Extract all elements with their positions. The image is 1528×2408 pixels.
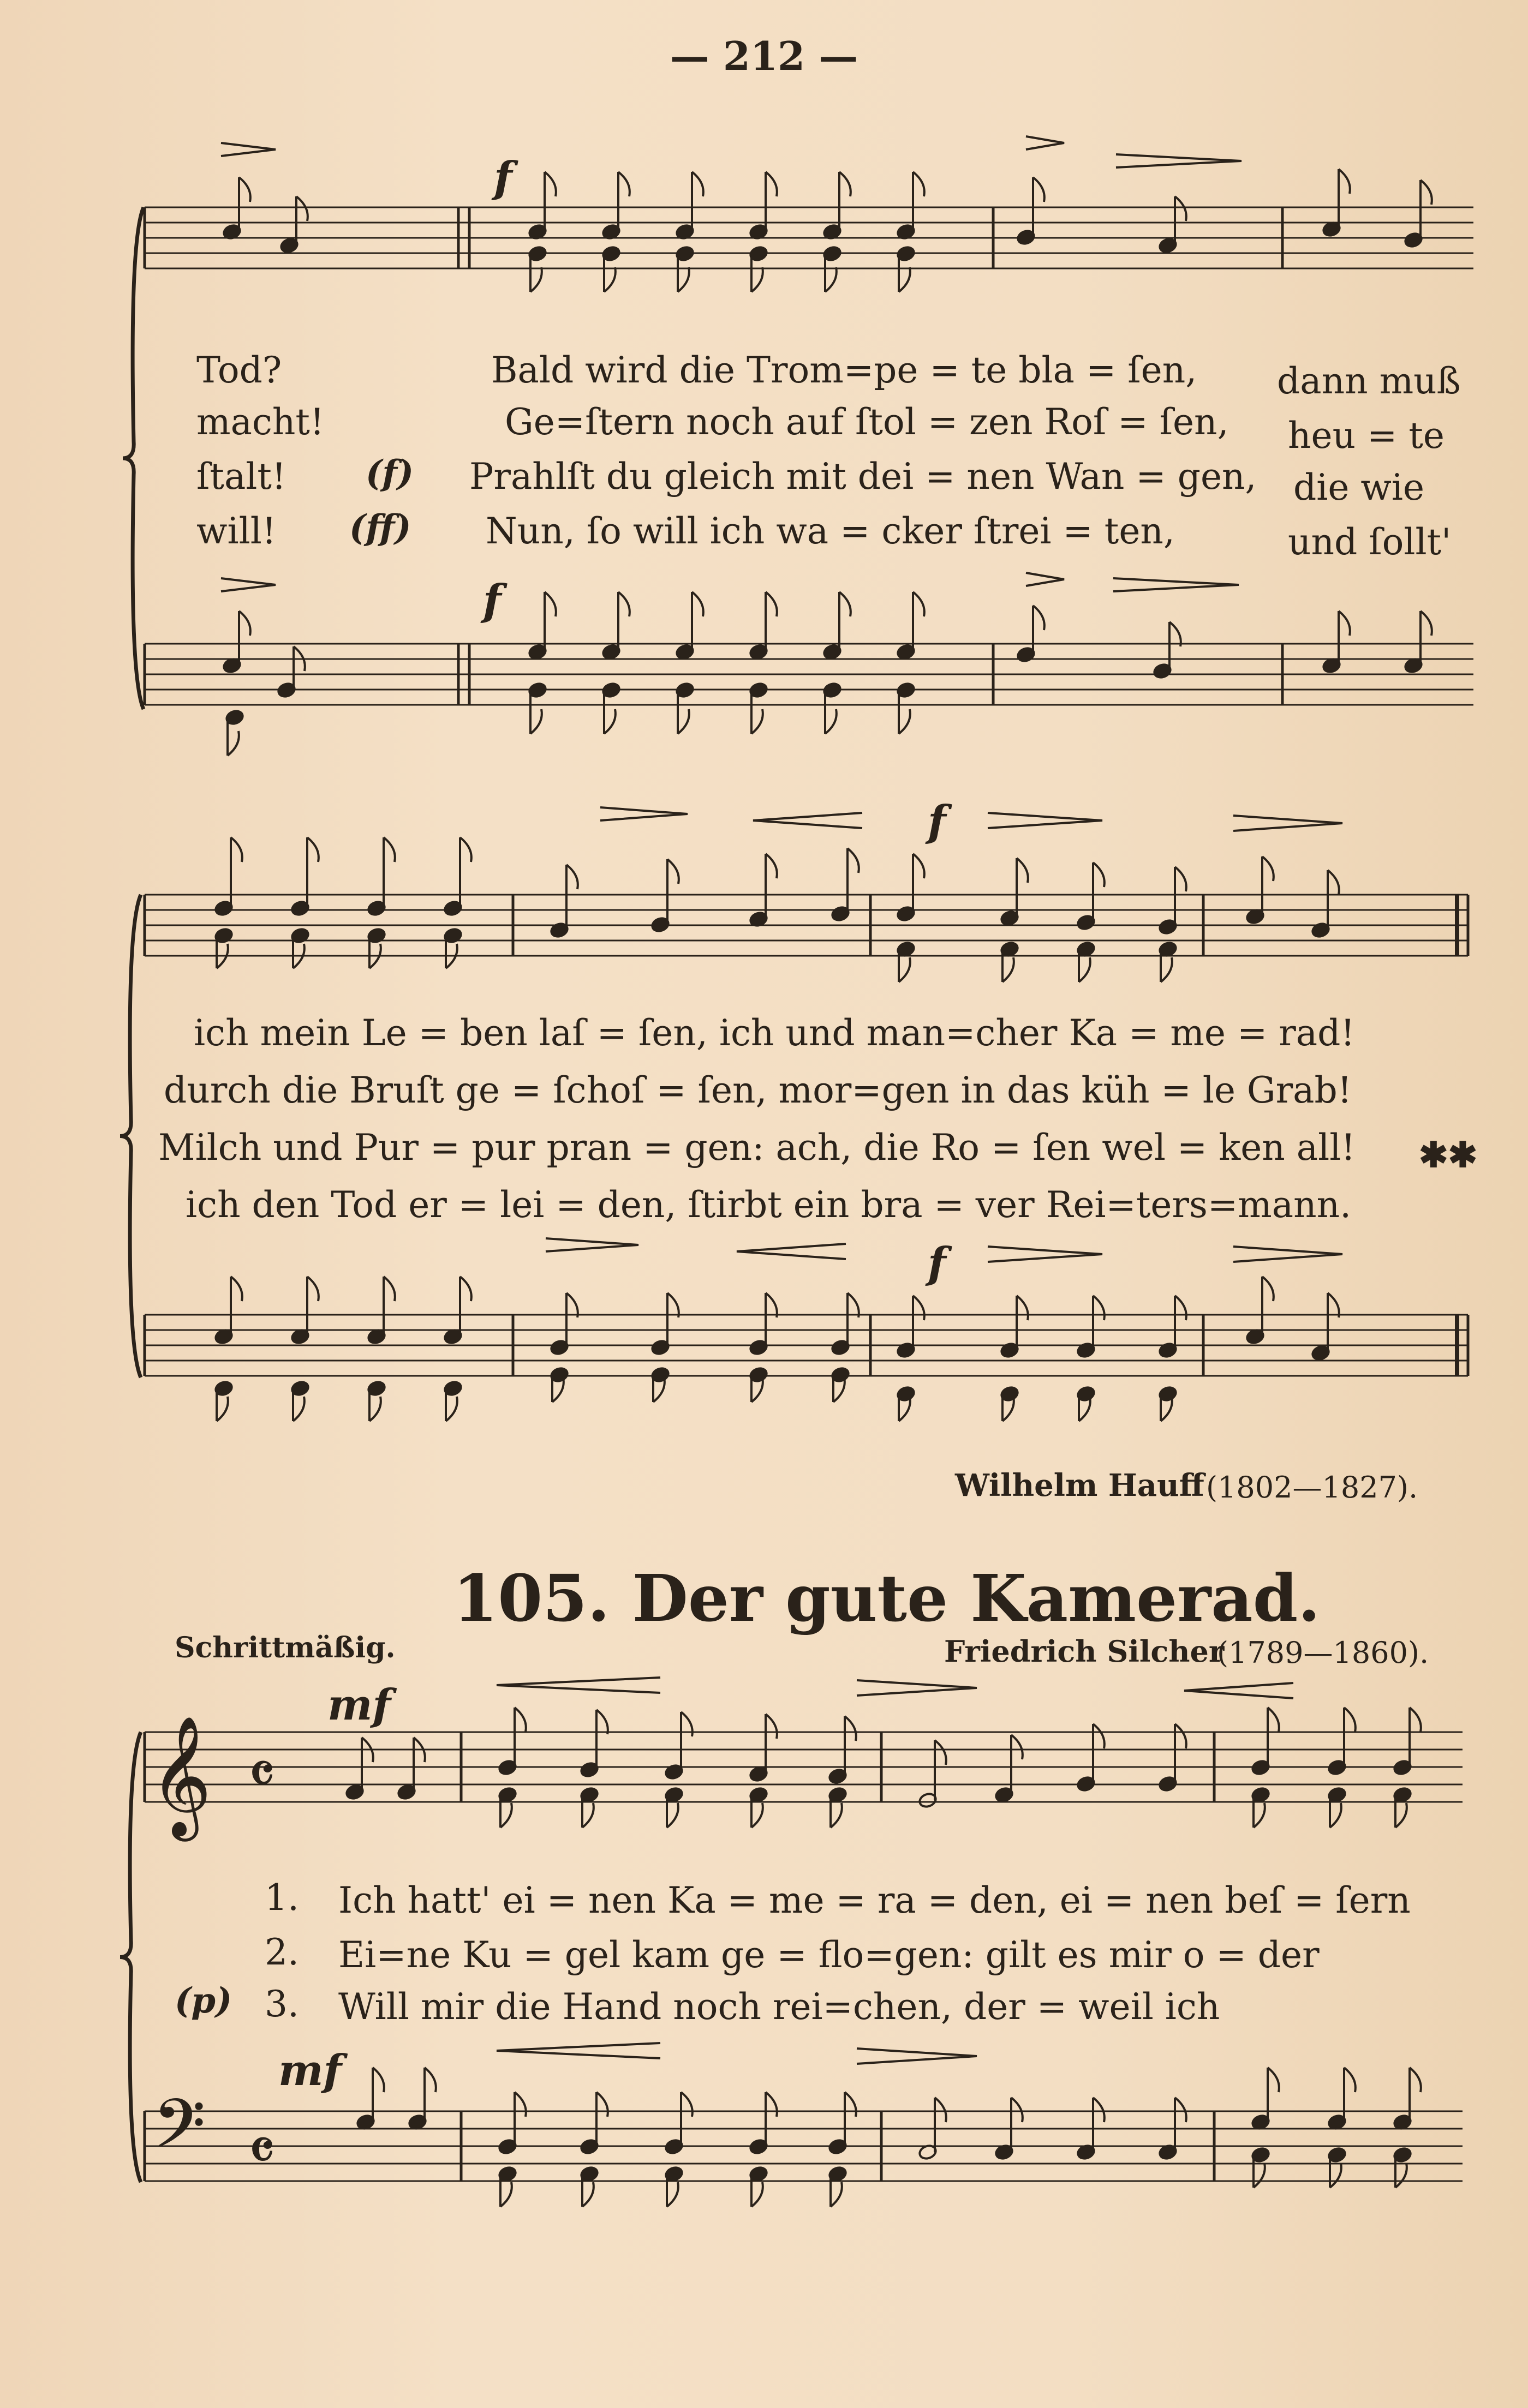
note-flag: [1330, 1803, 1341, 1828]
note-flag: [839, 592, 851, 616]
accent-mark: [1113, 578, 1239, 591]
note-flag: [766, 2092, 777, 2117]
note-flag: [596, 2092, 608, 2117]
lyric-line: Bald wird die Trom=pe = te bla = ſen,: [491, 349, 1197, 391]
treble-clef: 𝄞: [150, 1715, 212, 1836]
note-flag: [1093, 1296, 1105, 1320]
note-flag: [500, 1803, 512, 1828]
note-flag: [446, 1397, 457, 1421]
note-flag: [1011, 1735, 1023, 1759]
dynamic-mark: (p): [175, 1980, 232, 2021]
note-flag: [831, 1803, 842, 1828]
note-flag: [847, 1293, 859, 1317]
note-flag: [307, 837, 319, 862]
note-flag: [515, 1708, 526, 1732]
hairpin: [497, 2043, 660, 2058]
note-flag: [618, 592, 630, 616]
lyric-line: Prahlſt du gleich mit dei = nen Wan = gen,: [469, 456, 1257, 498]
note-flag: [1262, 1277, 1274, 1301]
note-flag: [1161, 957, 1172, 982]
note-flag: [692, 172, 703, 196]
hairpin: [737, 1244, 846, 1259]
system-brace: [120, 1732, 141, 2182]
lyric-line: ich mein Le = ben laſ = ſen, ich und man=cher Ka = me = rad!: [194, 1012, 1355, 1054]
note-flag: [839, 172, 851, 196]
verse-number: 1.: [265, 1877, 299, 1919]
note-flag: [425, 2068, 436, 2092]
lyric-fragment: heu = te: [1288, 415, 1445, 457]
hairpin: [497, 1678, 660, 1693]
note-flag: [1262, 856, 1274, 881]
note-flag: [935, 1740, 946, 1765]
note-flag: [566, 1293, 578, 1317]
note-flag: [1420, 180, 1432, 205]
verse-line: Will mir die Hand noch rei=chen, der = weil ich: [338, 1986, 1220, 2028]
note-flag: [1033, 606, 1044, 630]
note-flag: [1093, 1724, 1105, 1748]
note-flag: [667, 1293, 679, 1317]
note-flag: [825, 709, 837, 734]
verse-line: Ich hatt' ei = nen Ka = me = ra = den, ei = nen beſ = ſern: [338, 1879, 1411, 1921]
lyric-fragment: ſtalt!: [196, 456, 286, 498]
note-flag: [384, 837, 395, 862]
note-flag: [692, 592, 703, 616]
note-flag: [1175, 196, 1186, 221]
note-flag: [899, 709, 910, 734]
note-flag: [296, 196, 308, 221]
time-signature: 𝄴: [248, 2116, 276, 2185]
note-flag: [913, 1296, 924, 1320]
composer-name: Friedrich Silcher: [944, 1634, 1225, 1669]
lyric-line: Ge=ſtern noch auf ſtol = zen Roſ = ſen,: [505, 401, 1229, 443]
note-flag: [1410, 2068, 1421, 2092]
accent-mark: [1116, 154, 1242, 167]
note-flag: [913, 592, 924, 616]
note-flag: [460, 837, 471, 862]
note-flag: [667, 859, 679, 884]
lyric-fragment: und ſollt': [1288, 521, 1452, 563]
note-flag: [1175, 1724, 1186, 1748]
dynamic-mark: (f): [366, 453, 414, 494]
note-flag: [373, 2068, 384, 2092]
lyric-fragment: dann muß: [1277, 360, 1461, 402]
accent-mark: [221, 578, 276, 591]
note-flag: [217, 1397, 228, 1421]
accent-mark: [600, 807, 688, 820]
lyric-fragment: die wie: [1293, 466, 1425, 508]
hairpin: [988, 813, 1102, 828]
note-flag: [1093, 2098, 1105, 2122]
note-flag: [596, 1710, 608, 1734]
note-flag: [667, 2182, 678, 2207]
hairpin: [988, 1247, 1102, 1262]
dynamic-mark: f: [928, 1238, 946, 1288]
composer-years: (1789—1860).: [1217, 1636, 1429, 1670]
note-flag: [1017, 1296, 1028, 1320]
dynamic-mark: f: [494, 153, 512, 202]
hairpin: [1233, 1247, 1342, 1262]
note-flag: [751, 709, 763, 734]
note-flag: [1169, 622, 1181, 646]
note-flag: [530, 709, 542, 734]
lyric-fragment: macht!: [196, 401, 325, 443]
note-flag: [1017, 858, 1028, 883]
note-flag: [766, 592, 777, 616]
note-flag: [1395, 2163, 1407, 2188]
verse-number: 2.: [265, 1931, 299, 1973]
note-flag: [618, 172, 630, 196]
note-flag: [1268, 1708, 1279, 1732]
verse-line: Ei=ne Ku = gel kam ge = flo=gen: gilt es mir o = der: [338, 1934, 1320, 1976]
note-flag: [667, 1803, 678, 1828]
note-flag: [845, 1716, 856, 1741]
note-flag: [500, 2182, 512, 2207]
note-flag: [530, 267, 542, 292]
lyricist-years: (1802—1827).: [1206, 1470, 1418, 1505]
note-flag: [766, 1293, 777, 1317]
system-brace: [123, 207, 144, 709]
note-flag: [1002, 957, 1014, 982]
note-flag: [1033, 177, 1044, 202]
note-flag: [231, 837, 242, 862]
note-flag: [751, 1803, 763, 1828]
hairpin: [1184, 1683, 1293, 1698]
note-flag: [1268, 2068, 1279, 2092]
note-flag: [899, 957, 910, 982]
note-flag: [1344, 2068, 1356, 2092]
note-flag: [545, 172, 556, 196]
dynamic-mark: (ff): [349, 507, 411, 548]
note-flag: [1395, 1803, 1407, 1828]
dynamic-mark: mf: [278, 2046, 342, 2095]
page-number: — 212 —: [670, 33, 858, 79]
song-number: 105.: [453, 1560, 610, 1636]
note-flag: [1254, 2163, 1265, 2188]
system-brace: [120, 895, 141, 1377]
hairpin: [857, 1680, 977, 1696]
hairpin: [753, 813, 862, 828]
note-flag: [899, 267, 910, 292]
note-flag: [460, 1277, 471, 1301]
lyric-line: ich den Tod er = lei = den, ſtirbt ein bra = ver Rei=ters=mann.: [186, 1184, 1352, 1226]
note-flag: [582, 2182, 594, 2207]
time-signature: 𝄴: [248, 1739, 276, 1809]
note-flag: [1420, 611, 1432, 636]
note-flag: [566, 865, 578, 889]
hairpin: [1233, 816, 1342, 831]
note-flag: [1410, 1708, 1421, 1732]
note-flag: [228, 731, 239, 756]
note-flag: [604, 709, 616, 734]
note-flag: [678, 267, 689, 292]
note-flag: [1330, 2163, 1341, 2188]
note-flag: [766, 172, 777, 196]
note-flag: [1079, 957, 1090, 982]
accent-mark: [546, 1238, 638, 1251]
note-flag: [545, 592, 556, 616]
verse-number: 3.: [265, 1983, 299, 2025]
note-flag: [515, 2092, 526, 2117]
note-flag: [604, 267, 616, 292]
footnote-mark: ✱✱: [1419, 1135, 1478, 1176]
lyric-line: Nun, ſo will ich wa = cker ſtrei = ten,: [486, 510, 1175, 552]
note-flag: [231, 1277, 242, 1301]
note-flag: [913, 172, 924, 196]
note-flag: [913, 854, 924, 878]
note-flag: [1339, 169, 1350, 194]
note-flag: [1175, 1296, 1186, 1320]
note-flag: [293, 1397, 305, 1421]
note-flag: [1175, 867, 1186, 891]
song-title-text: Der gute Kamerad.: [632, 1560, 1321, 1636]
note-flag: [831, 2182, 842, 2207]
note-flag: [678, 709, 689, 734]
note-flag: [1093, 862, 1105, 887]
note-flag: [766, 854, 777, 878]
bass-clef: 𝄢: [153, 2085, 206, 2180]
note-flag: [1328, 870, 1339, 895]
hairpin: [857, 2048, 977, 2064]
tempo-marking: Schrittmäßig.: [175, 1631, 396, 1664]
note-flag: [681, 2092, 693, 2117]
note-flag: [1344, 1708, 1356, 1732]
song-title: [453, 1560, 1320, 1636]
note-flag: [1328, 1293, 1339, 1317]
lyricist-name: Wilhelm Hauff: [955, 1467, 1204, 1503]
dynamic-mark: f: [928, 796, 946, 846]
accent-mark: [221, 143, 276, 156]
note-flag: [751, 2182, 763, 2207]
note-flag: [239, 177, 250, 202]
note-flag: [1011, 2098, 1023, 2122]
lyric-line: Milch und Pur = pur pran = gen: ach, die Ro = ſen wel = ken all!: [158, 1127, 1356, 1169]
lyric-fragment: will!: [196, 510, 277, 552]
note-flag: [825, 267, 837, 292]
note-flag: [582, 1803, 594, 1828]
note-flag: [766, 1714, 777, 1739]
accent-mark: [1026, 573, 1064, 586]
note-flag: [845, 2092, 856, 2117]
note-flag: [1339, 611, 1350, 636]
note-flag: [384, 1277, 395, 1301]
note-flag: [1175, 2098, 1186, 2122]
note-flag: [751, 267, 763, 292]
dynamic-mark: f: [483, 576, 502, 625]
lyric-fragment: Tod?: [196, 349, 282, 391]
note-flag: [847, 848, 859, 873]
note-flag: [239, 611, 250, 636]
dynamic-mark: mf: [327, 1680, 391, 1730]
lyric-line: durch die Bruſt ge = ſchoſ = ſen, mor=gen in das küh = le Grab!: [164, 1069, 1352, 1111]
note-flag: [369, 1397, 381, 1421]
accent-mark: [1026, 136, 1064, 149]
note-flag: [307, 1277, 319, 1301]
note-flag: [1254, 1803, 1265, 1828]
note-flag: [935, 2098, 946, 2122]
